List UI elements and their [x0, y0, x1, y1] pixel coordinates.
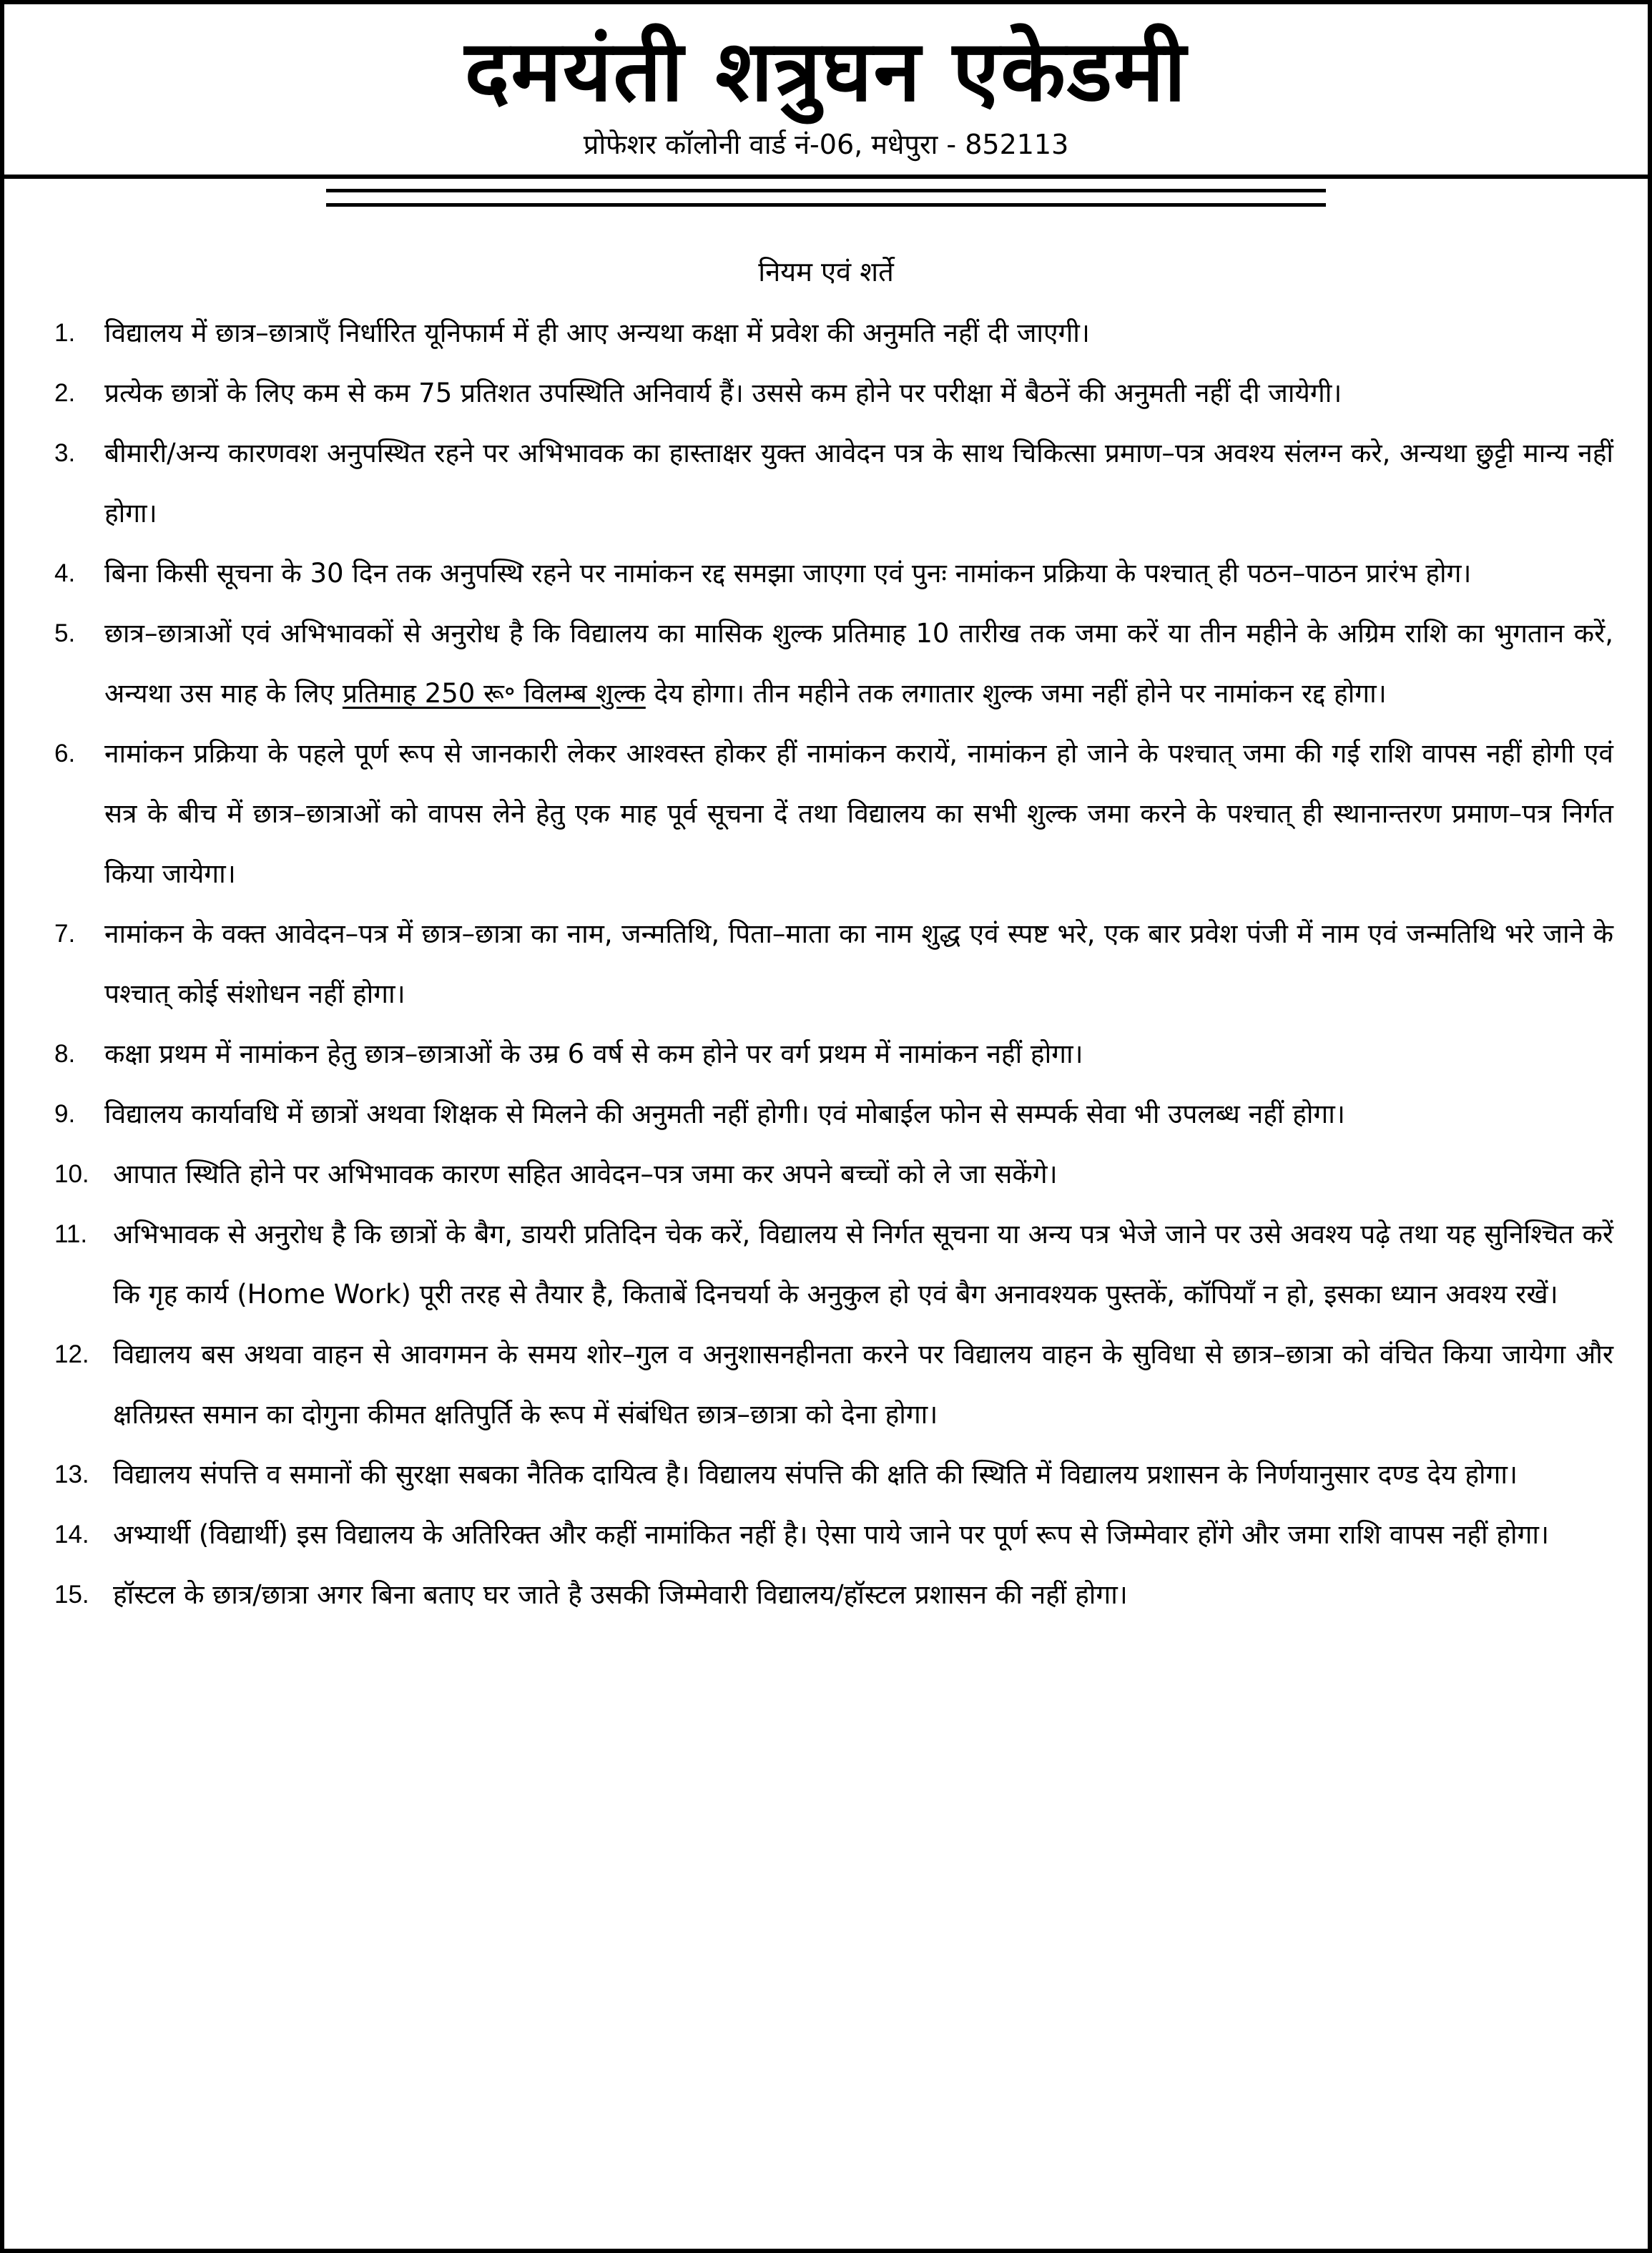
rule-text: प्रत्येक छात्रों के लिए कम से कम 75 प्रतिशत उपस्थिति अनिवार्य हैं। उससे कम होने पर परीक्षा में बैठनें की अनुमती नहीं दी जायेगी। [104, 378, 1342, 408]
section-heading: नियम एवं शर्ते [758, 256, 894, 288]
rule-number: 3. [54, 439, 76, 467]
rule-text: हॉस्टल के छात्र/छात्रा अगर बिना बताए घर जाते है उसकी जिम्मेवारी विद्यालय/हॉस्टल प्रशासन की नहीं होगा। [113, 1579, 1128, 1610]
rule-number: 8. [54, 1040, 76, 1068]
rules-list [54, 303, 1613, 1625]
rule-text-before: छात्र–छात्राओं एवं अभिभावकों से अनुरोध है कि विद्यालय का मासिक शुल्क प्रतिमाह 10 तारीख तक जमा करें या तीन महीने के अग्रिम राशि का भुगतान करें, अन्यथा उस माह के लिए [104, 618, 1613, 709]
rule-number: 15. [54, 1581, 89, 1609]
rule-number: 9. [54, 1100, 76, 1128]
rule-number: 14. [54, 1521, 89, 1548]
rule-item [54, 544, 1613, 604]
rule-text: विद्यालय में छात्र–छात्राएँ निर्धारित यूनिफार्म में ही आए अन्यथा कक्षा में प्रवेश की अनुमति नहीं दी जाएगी। [104, 318, 1090, 348]
rule-number: 13. [54, 1461, 89, 1488]
rule-number: 12. [54, 1340, 89, 1368]
rule-number: 4. [54, 559, 76, 587]
rule-text: विद्यालय बस अथवा वाहन से आवगमन के समय शोर–गुल व अनुशासनहीनता करने पर विद्यालय वाहन के सुविधा से छात्र–छात्रा को वंचित किया जायेगा और क्षतिग्रस्त समान का दोगुना कीमत क्षतिपुर्ति के रूप में संबंधित छात्र–छात्रा को देना होगा। [113, 1339, 1613, 1430]
rule-text: नामांकन के वक्त आवेदन–पत्र में छात्र–छात्रा का नाम, जन्मतिथि, पिता–माता का नाम शुद्ध एवं स्पष्ट भरे, एक बार प्रवेश पंजी में नाम एवं जन्मतिथि भरे जाने के पश्चात् कोई संशोधन नहीं होगा। [104, 918, 1613, 1009]
rule-text: आपात स्थिति होने पर अभिभावक कारण सहित आवेदन–पत्र जमा कर अपने बच्चों को ले जा सकेंगे। [113, 1159, 1058, 1189]
rule-text: नामांकन प्रक्रिया के पहले पूर्ण रूप से जानकारी लेकर आश्वस्त होकर हीं नामांकन करायें, नामांकन हो जाने के पश्चात् जमा की गई राशि वापस नहीं होगी एवं सत्र के बीच में छात्र–छात्राओं को वापस लेने हेतु एक माह पूर्व सूचना दें तथा विद्यालय का सभी शुल्क जमा करने के पश्चात् ही स्थानान्तरण प्रमाण–पत्र निर्गत किया जायेगा। [104, 738, 1613, 889]
rule-text: बिना किसी सूचना के 30 दिन तक अनुपस्थि रहने पर नामांकन रद्द समझा जाएगा एवं पुनः नामांकन प्रक्रिया के पश्चात् ही पठन–पाठन प्रारंभ होग। [104, 558, 1472, 589]
rule-text: अभ्यार्थी (विद्यार्थी) इस विद्यालय के अतिरिक्त और कहीं नामांकित नहीं है। ऐसा पाये जाने पर पूर्ण रूप से जिम्मेवार होंगे और जमा राशि वापस नहीं होगा। [113, 1519, 1550, 1550]
rule-number: 1. [54, 319, 76, 347]
academy-title: दमयंती शत्रुघन एकेडमी [464, 21, 1188, 120]
decorative-rule-upper [326, 189, 1326, 192]
header-divider [4, 175, 1648, 179]
decorative-rule-lower [326, 203, 1326, 207]
rule-item [54, 1505, 1613, 1565]
rule-text: बीमारी/अन्य कारणवश अनुपस्थित रहने पर अभिभावक का हास्ताक्षर युक्त आवेदन पत्र के साथ चिकित्सा प्रमाण–पत्र अवश्य संलग्न करे, अन्यथा छुट्टी मान्य नहीं होगा। [104, 438, 1613, 529]
rule-text: अभिभावक से अनुरोध है कि छात्रों के बैग, डायरी प्रतिदिन चेक करें, विद्यालय से निर्गत सूचना या अन्य पत्र भेजे जाने पर उसे अवश्य पढ़े तथा यह सुनिश्चित करें कि गृह कार्य (Home Work) पूरी तरह से तैयार है, किताबें दिनचर्या के अनुकुल हो एवं बैग अनावश्यक पुस्तकें, कॉपियाँ न हो, इसका ध्यान अवश्य रखें। [113, 1219, 1613, 1310]
rule-text: विद्यालय संपत्ति व समानों की सुरक्षा सबका नैतिक दायित्व है। विद्यालय संपत्ति की क्षति की स्थिति में विद्यालय प्रशासन के निर्णयानुसार दण्ड देय होगा। [113, 1459, 1518, 1490]
rule-item [54, 1325, 1613, 1445]
rule-item [54, 363, 1613, 423]
rule-text: विद्यालय कार्यावधि में छात्रों अथवा शिक्षक से मिलने की अनुमती नहीं होगी। एवं मोबाईल फोन से सम्पर्क सेवा भी उपलब्ध नहीं होगा। [104, 1099, 1345, 1129]
rule-number: 2. [54, 379, 76, 407]
rule-item [54, 604, 1613, 724]
late-fee-underlined: प्रतिमाह 250 रू॰ विलम्ब शुल्क [342, 678, 646, 709]
rule-number: 5. [54, 619, 76, 647]
rule-item [54, 1144, 1613, 1204]
academy-address: प्रोफेशर कॉलोनी वार्ड नं-06, मधेपुरा - 852113 [583, 129, 1069, 160]
rule-number: 6. [54, 740, 76, 767]
rule-item [54, 303, 1613, 363]
rule-number: 7. [54, 920, 76, 948]
rule-number: 11. [54, 1220, 88, 1248]
rule-item [54, 423, 1613, 544]
rule-item [54, 904, 1613, 1024]
rule-item [54, 1024, 1613, 1084]
rule-item [54, 1565, 1613, 1625]
rule-item [54, 1445, 1613, 1505]
rule-item [54, 1204, 1613, 1325]
rule-number: 10. [54, 1160, 89, 1188]
rule-item [54, 724, 1613, 904]
rule-text-after: देय होगा। तीन महीने तक लगातार शुल्क जमा नहीं होने पर नामांकन रद्द होगा। [645, 678, 1387, 709]
rule-item [54, 1084, 1613, 1144]
rule-text: कक्षा प्रथम में नामांकन हेतु छात्र–छात्राओं के उम्र 6 वर्ष से कम होने पर वर्ग प्रथम में नामांकन नहीं होगा। [104, 1039, 1083, 1069]
